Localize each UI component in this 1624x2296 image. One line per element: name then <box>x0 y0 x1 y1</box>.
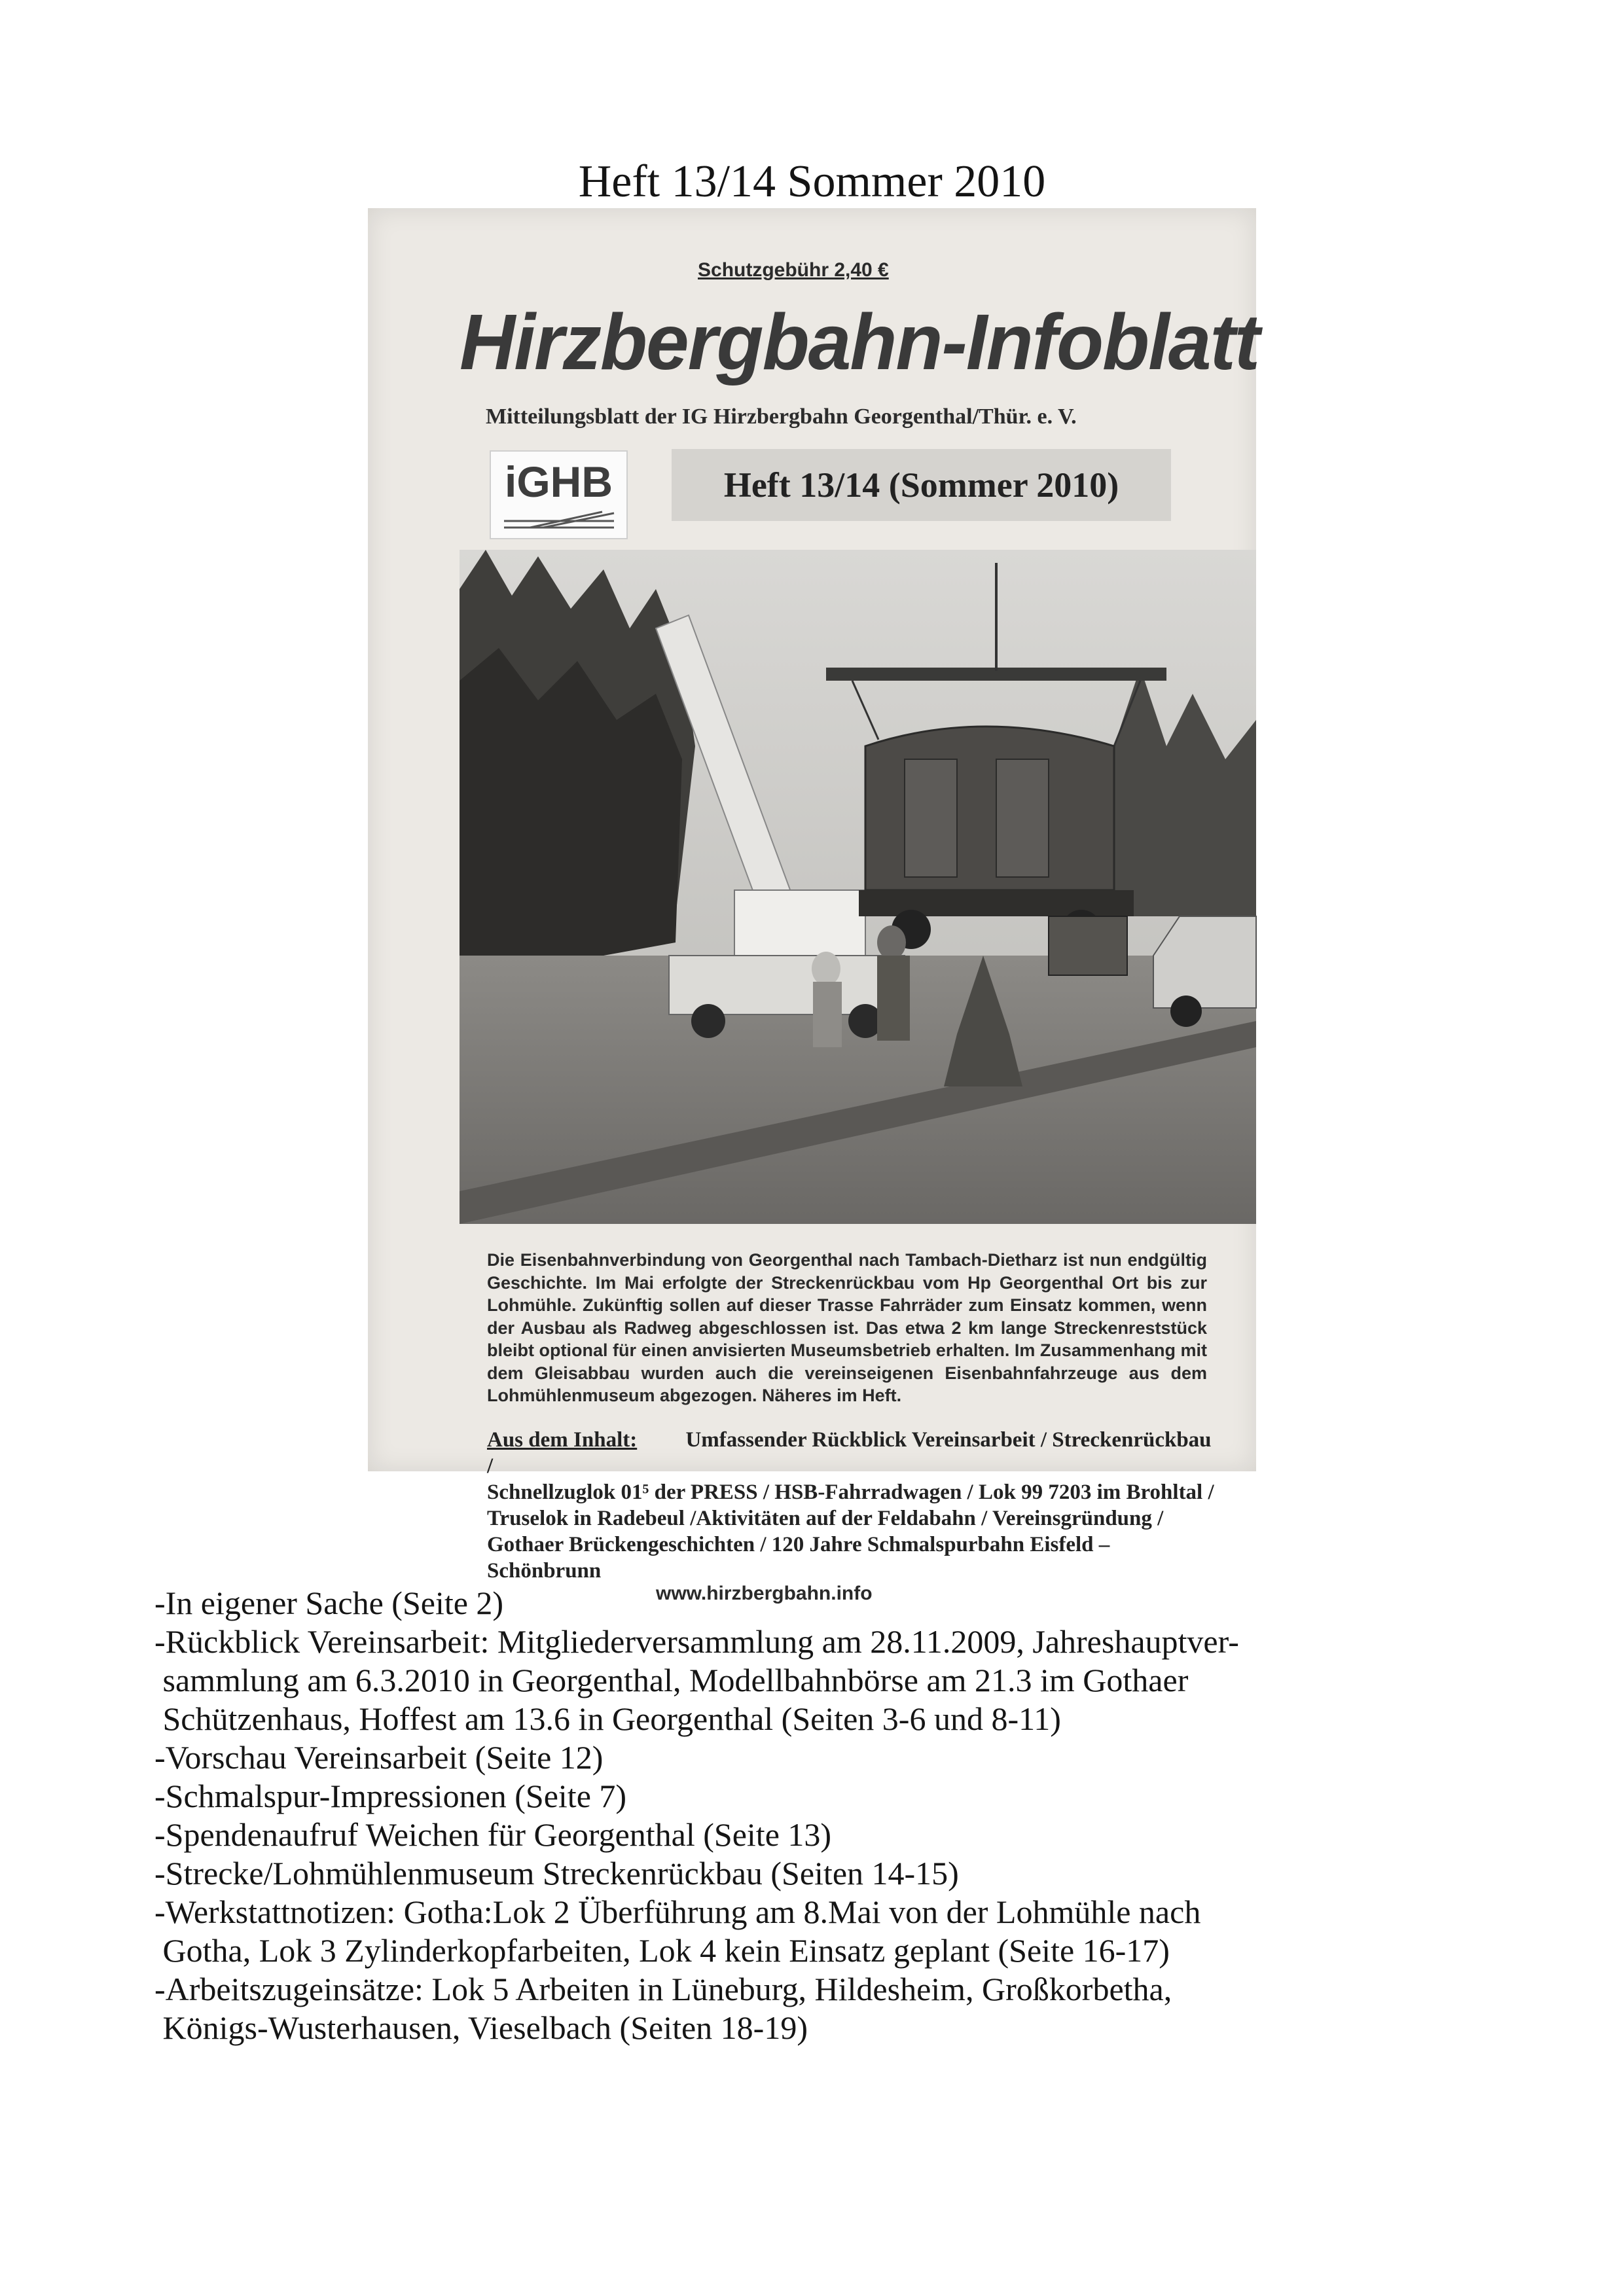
table-of-contents <box>154 1584 1529 2047</box>
track-switch-icon <box>504 509 614 531</box>
logo-text: iGHB <box>505 457 613 506</box>
toc-line: -Werkstattnotizen: Gotha:Lok 2 Überführung am 8.Mai von der Lohmühle nach <box>154 1893 1201 1930</box>
contents-lead: Aus dem Inhalt: <box>487 1428 638 1452</box>
toc-line: -Arbeitszugeinsätze: Lok 5 Arbeiten in Lüneburg, Hildesheim, Großkorbetha, <box>154 1971 1172 2007</box>
cover-caption: Die Eisenbahnverbindung von Georgenthal nach Tambach-Dietharz ist nun endgültig Geschichte. Im Mai erfolgte der Streckenrückbau vom Hp Georgenthal Ort bis zur Lohmühle. Zukünftig sollen auf dieser Trasse Fahrräder zum Einsatz kommen, wenn der Ausbau als Radweg abgeschlossen ist. Das etwa 2 km lange Streckenreststück bleibt optional für einen anvisierten Museumsbetrieb erhalten. Im Zusammenhang mit dem Gleisabbau wurden auch die vereinseigenen Eisenbahnfahrzeuge aus dem Lohmühlenmuseum abgezogen. Näheres im Heft. <box>487 1250 1207 1405</box>
toc-line: -Spendenaufruf Weichen für Georgenthal (Seite 13) <box>154 1816 832 1853</box>
cover-issue-box: Heft 13/14 (Sommer 2010) <box>672 449 1171 521</box>
page-title: Heft 13/14 Sommer 2010 <box>578 156 1046 207</box>
cover-masthead: Hirzbergbahn-Infoblatt <box>460 298 1259 387</box>
toc-line: -Rückblick Vereinsarbeit: Mitgliederversammlung am 28.11.2009, Jahreshauptver- <box>154 1623 1239 1660</box>
toc-line: -In eigener Sache (Seite 2) <box>154 1585 504 1621</box>
toc-line: sammlung am 6.3.2010 in Georgenthal, Modellbahnbörse am 21.3 im Gothaer <box>154 1662 1189 1698</box>
toc-line: Gotha, Lok 3 Zylinderkopfarbeiten, Lok 4 kein Einsatz geplant (Seite 16-17) <box>154 1932 1170 1969</box>
toc-line: -Schmalspur-Impressionen (Seite 7) <box>154 1778 627 1814</box>
cover-contents <box>487 1427 1220 1584</box>
toc-line: Schützenhaus, Hoffest am 13.6 in Georgenthal (Seiten 3-6 und 8-11) <box>154 1700 1061 1737</box>
contents-line-2: Schnellzuglok 01⁵ der PRESS / HSB-Fahrradwagen / Lok 99 7203 im Brohltal / <box>487 1480 1214 1504</box>
toc-line: -Vorschau Vereinsarbeit (Seite 12) <box>154 1739 604 1776</box>
crane-lifting-freight-car-photo <box>460 550 1256 1224</box>
cover-url: www.hirzbergbahn.info <box>656 1583 873 1604</box>
contents-text-1: Umfassender Rückblick Vereinsarbeit / Streckenrückbau / <box>487 1428 1212 1478</box>
cover-photo <box>460 550 1256 1224</box>
contents-line-4: Gothaer Brückengeschichten / 120 Jahre Schmalspurbahn Eisfeld – Schönbrunn <box>487 1533 1110 1583</box>
cover-fee: Schutzgebühr 2,40 € <box>698 259 889 281</box>
cover-scan <box>368 208 1259 1604</box>
contents-line-1 <box>487 1427 1220 1479</box>
toc-line: -Strecke/Lohmühlenmuseum Streckenrückbau (Seiten 14-15) <box>154 1855 959 1892</box>
contents-line-3: Truselok in Radebeul /Aktivitäten auf der Feldabahn / Vereinsgründung / <box>487 1507 1164 1530</box>
toc-line: Königs-Wusterhausen, Vieselbach (Seiten 18-19) <box>154 2009 808 2046</box>
ighb-logo <box>490 450 628 539</box>
cover-subtitle: Mitteilungsblatt der IG Hirzbergbahn Georgenthal/Thür. e. V. <box>486 404 1077 429</box>
